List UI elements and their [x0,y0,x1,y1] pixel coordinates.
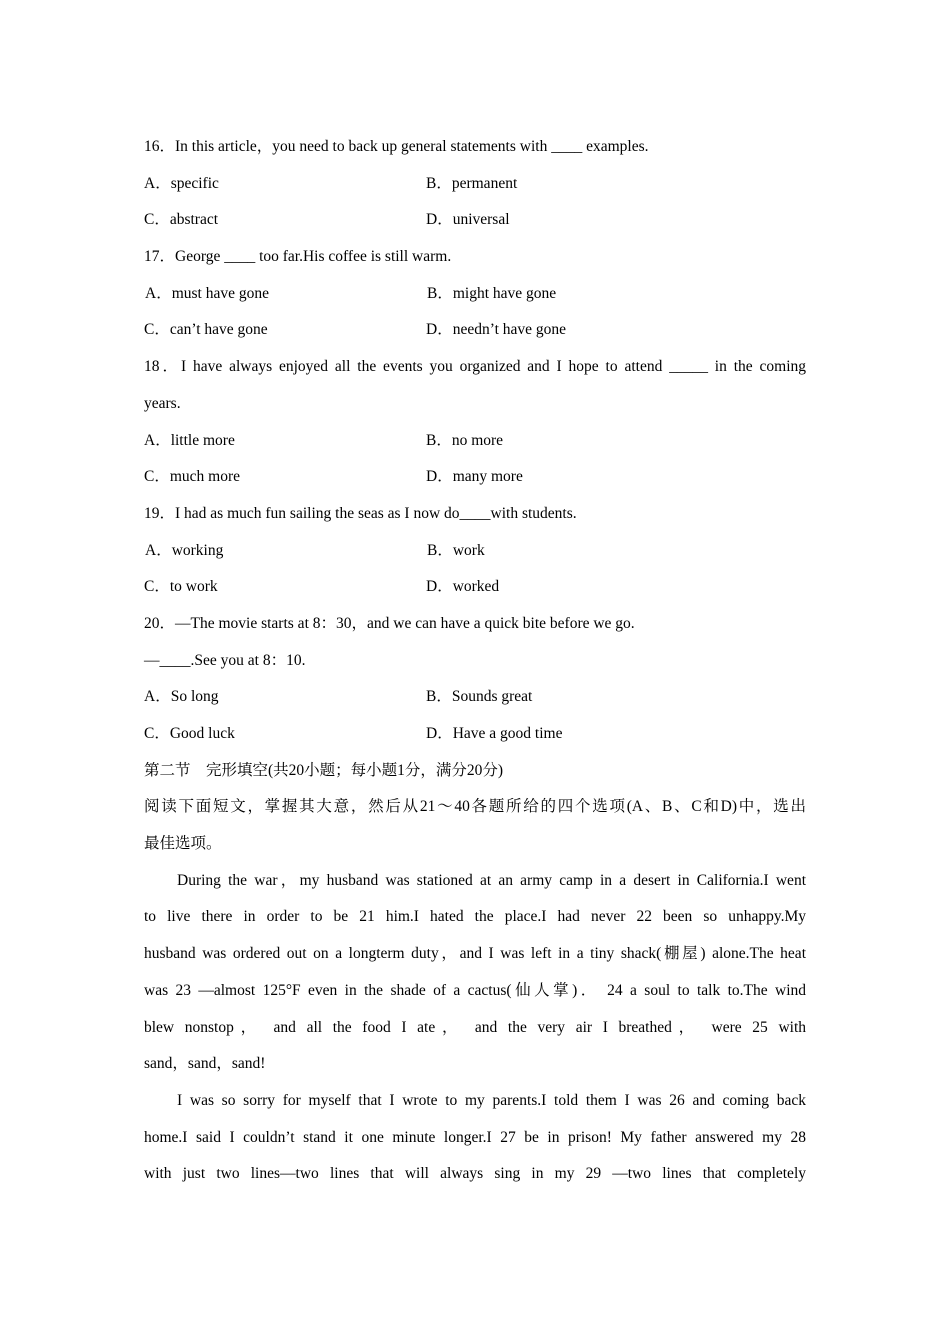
option-d: D．worked [426,578,500,596]
option-b: B．work [427,541,485,559]
question-19-options-row2 [144,569,806,606]
question-18-stem-cont: years. [144,394,181,412]
option-a: A．must have gone [145,284,269,302]
question-20-reply: —____.See you at 8：10. [144,651,306,669]
question-20-options-row2 [144,716,806,753]
option-c: C．much more [144,468,240,486]
option-a: A．So long [144,688,219,706]
option-a: A．working [145,541,224,559]
passage-line: During the war，my husband was stationed at an army camp in a desert in California.I went [177,871,806,889]
question-19-stem: 19．I had as much fun sailing the seas as I now do____with students. [144,504,577,522]
question-20-stem: 20．—The movie starts at 8：30，and we can have a quick bite before we go. [144,614,635,632]
option-b: B．Sounds great [426,688,533,706]
question-16-stem: 16．In this article，you need to back up general statements with ____ examples. [144,138,649,155]
option-a: A．specific [144,174,219,192]
passage-line: sand，sand，sand! [144,1055,266,1073]
option-d: D．Have a good time [426,725,563,742]
option-c: C．Good luck [144,725,235,742]
question-17-options-row1 [144,276,806,313]
question-19-options-row1 [144,533,806,570]
option-a: A．little more [144,431,235,449]
question-20-options-row1 [144,679,806,716]
question-18-options-row2 [144,459,806,496]
option-c: C．abstract [144,211,219,229]
question-18-options-row1 [144,423,806,460]
passage-line: blew nonstop， and all the food I ate， and the very air I breathed， were 25 with [144,1018,806,1036]
section-instructions: 阅读下面短文，掌握其大意，然后从21～40各题所给的四个选项(A、B、C和D)中，选出 [144,798,806,816]
question-16-options-row2 [144,202,806,239]
option-b: B．permanent [426,174,518,192]
passage-line: home.I said I couldn’t stand it one minute longer.I 27 be in prison! My father answered my 28 [144,1128,806,1146]
option-b: B．might have gone [427,284,557,302]
passage-line: to live there in order to be 21 him.I hated the place.I had never 22 been so unhappy.My [144,908,806,926]
question-18-stem: 18．I have always enjoyed all the events you organized and I hope to attend _____ in the coming [144,358,806,376]
passage-line: I was so sorry for myself that I wrote to my parents.I told them I was 26 and coming back [177,1091,806,1109]
option-c: C．to work [144,578,218,596]
option-d: D．many more [426,468,523,486]
option-c: C．can’t have gone [144,321,268,339]
section-instructions-cont: 最佳选项。 [144,835,222,853]
question-17-options-row2 [144,312,806,349]
question-16-options-row1 [144,166,806,203]
question-17-stem: 17．George ____ too far.His coffee is still warm. [144,248,452,266]
option-d: D．universal [426,211,510,229]
option-b: B．no more [426,431,504,449]
exam-page [144,129,806,1193]
section-heading: 第二节 完形填空(共20小题；每小题1分，满分20分) [144,761,504,779]
option-d: D．needn’t have gone [426,321,567,339]
passage-line: husband was ordered out on a longterm duty，and I was left in a tiny shack(棚屋) alone.The heat [144,945,806,963]
passage-line: was 23 —almost 125°F even in the shade of a cactus(仙人掌)． 24 a soul to talk to.The wind [144,981,806,999]
passage-line: with just two lines—two lines that will always sing in my 29 —two lines that completely [144,1165,806,1183]
